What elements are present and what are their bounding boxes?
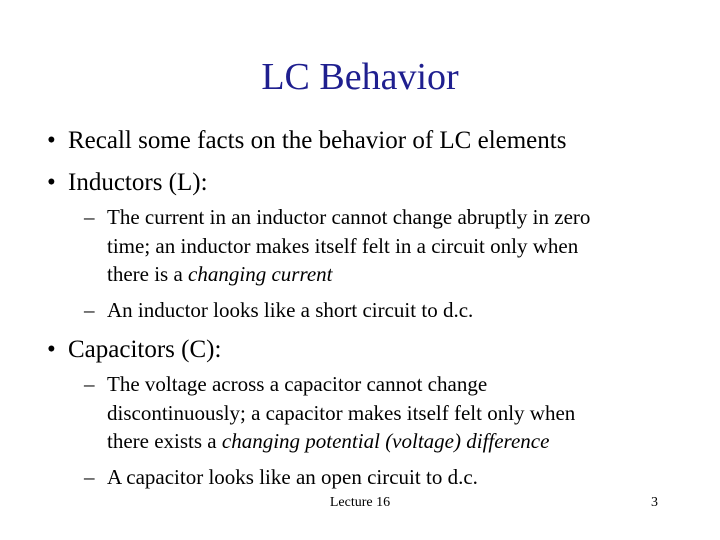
line-text: there exists a (107, 429, 222, 453)
slide-title: LC Behavior (261, 56, 459, 98)
bullet-text: Recall some facts on the behavior of LC elements (68, 127, 567, 154)
line-text: time; an inductor makes itself felt in a circuit only when (107, 233, 579, 258)
bullet-mark: • (47, 127, 56, 154)
dash-mark: – (84, 205, 95, 229)
bullet-recall (47, 126, 566, 156)
bullet-capacitors (47, 335, 221, 365)
bullet-inductors (47, 168, 208, 198)
page-number: 3 (651, 495, 658, 510)
footer-lecture: Lecture 16 (329, 495, 391, 510)
dash-mark: – (84, 372, 95, 396)
dash-mark: – (84, 465, 95, 489)
bullet-mark: • (47, 169, 56, 196)
line-text: An inductor looks like a short circuit to d.c. (107, 298, 474, 322)
line-text: discontinuously; a capacitor makes itself felt only when (107, 400, 576, 425)
line-text: The current in an inductor cannot change abruptly in zero (107, 205, 591, 229)
line-text: A capacitor looks like an open circuit to d.c. (107, 465, 478, 489)
emphasis-text: changing current (188, 262, 333, 286)
line-text: The voltage across a capacitor cannot change (107, 372, 488, 396)
bullet-mark: • (47, 336, 56, 363)
bullet-text: Capacitors (C): (68, 336, 222, 363)
dash-mark: – (84, 298, 95, 322)
line-text: there is a (107, 262, 189, 286)
inductor-point-dc (84, 296, 667, 325)
capacitor-point-voltage (84, 370, 667, 456)
bullet-text: Inductors (L): (68, 169, 208, 196)
inductor-point-current (84, 203, 667, 289)
capacitor-point-dc (84, 463, 667, 492)
emphasis-text: changing potential (voltage) difference (221, 429, 550, 453)
